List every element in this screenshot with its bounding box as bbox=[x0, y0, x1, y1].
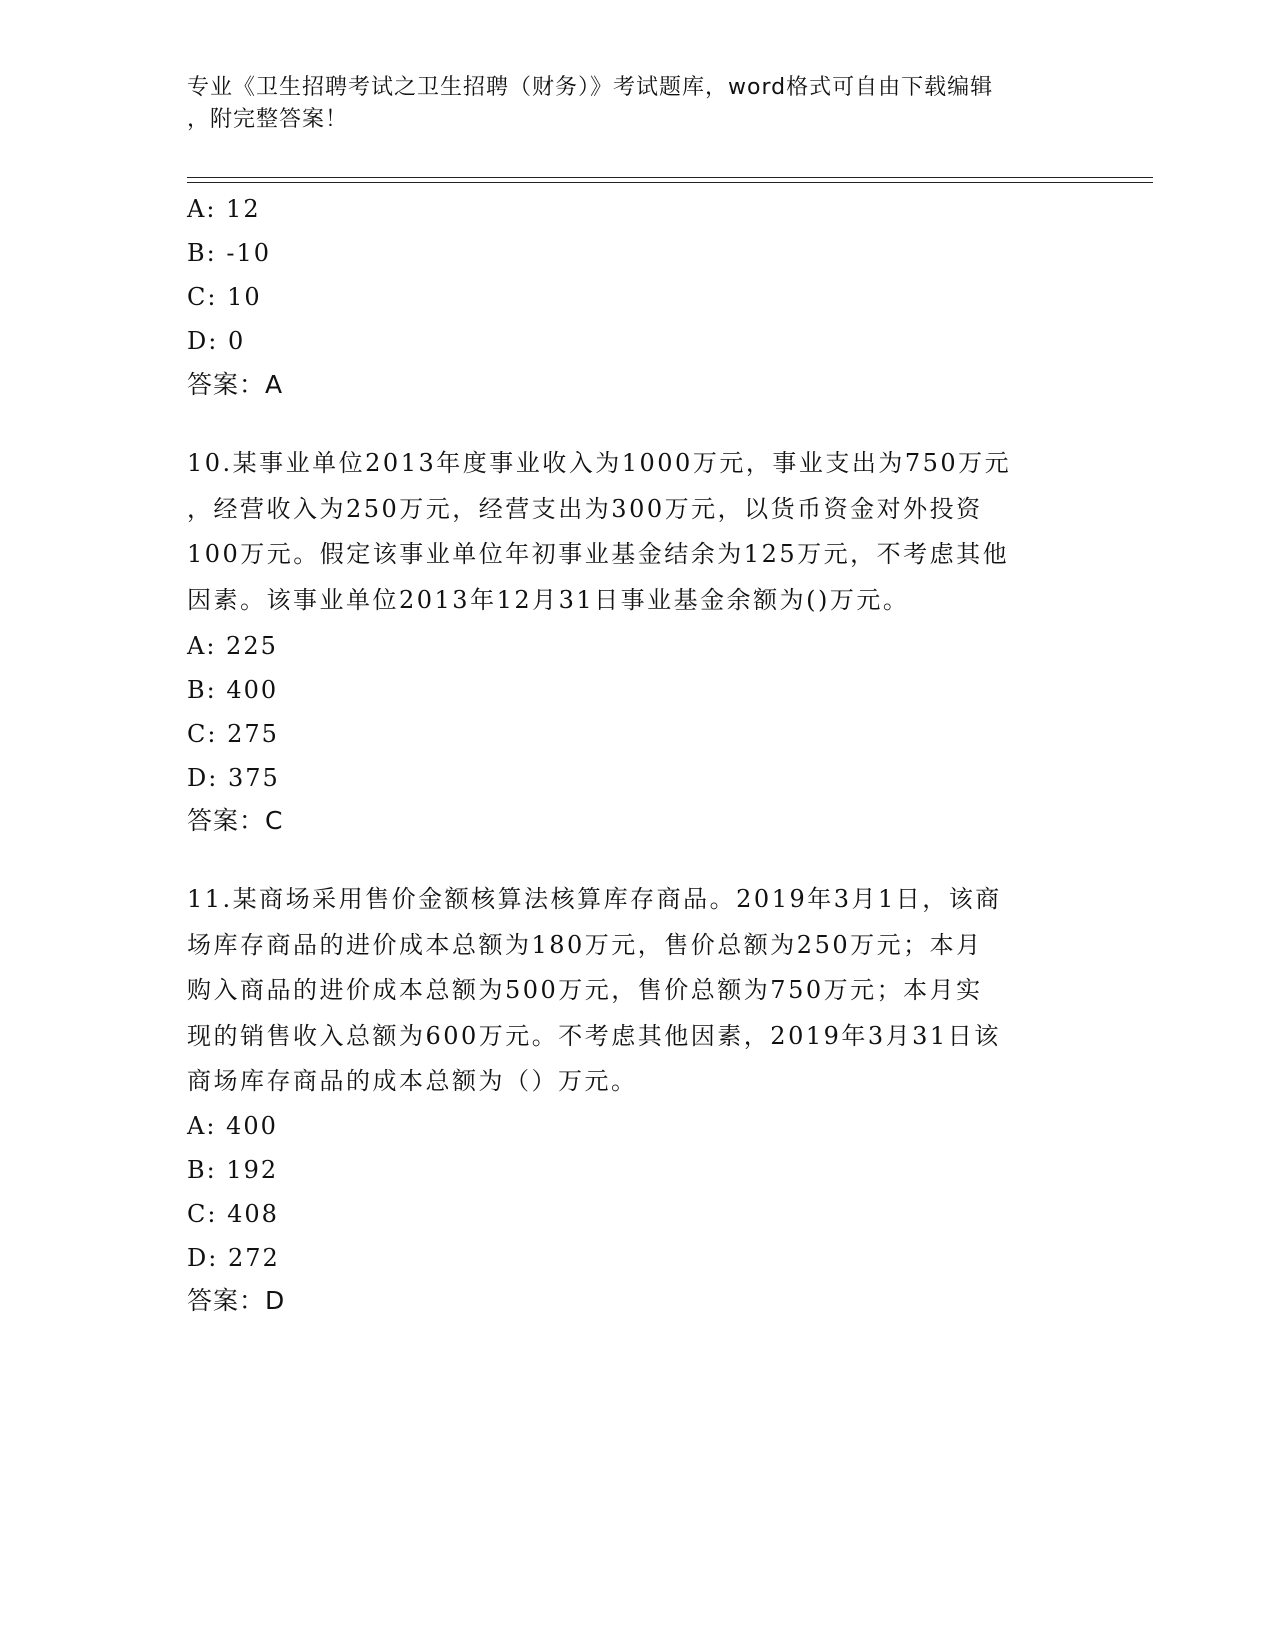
header-rule-bottom bbox=[187, 182, 1153, 183]
question-11-line-1: 11.某商场采用售价金额核算法核算库存商品。2019年3月1日，该商 bbox=[187, 885, 1002, 913]
question-10-line-3: 100万元。假定该事业单位年初事业基金结余为125万元，不考虑其他 bbox=[187, 540, 1010, 568]
question-11-line-5: 商场库存商品的成本总额为（）万元。 bbox=[187, 1067, 638, 1095]
question-11-line-2: 场库存商品的进价成本总额为180万元，售价总额为250万元；本月 bbox=[187, 930, 983, 959]
option-a: A: 225 bbox=[187, 632, 278, 660]
question-10-line-4: 因素。该事业单位2013年12月31日事业基金余额为()万元。 bbox=[187, 585, 910, 614]
question-11-text bbox=[187, 877, 1087, 1105]
answer-label: 答案：D bbox=[187, 1286, 286, 1315]
document-header: 专业《卫生招聘考试之卫生招聘（财务）》考试题库，word格式可自由下载编辑 ，附完整答案！ bbox=[187, 75, 994, 132]
option-c: C: 275 bbox=[187, 720, 279, 748]
answer-label: 答案：A bbox=[187, 370, 284, 399]
question-11-line-3: 购入商品的进价成本总额为500万元，售价总额为750万元；本月实 bbox=[187, 976, 983, 1004]
question-10-line-1: 10.某事业单位2013年度事业收入为1000万元，事业支出为750万元 bbox=[187, 449, 1012, 477]
option-d: D: 272 bbox=[187, 1244, 280, 1272]
question-11-line-4: 现的销售收入总额为600万元。不考虑其他因素，2019年3月31日该 bbox=[187, 1021, 1001, 1050]
option-a: A: 400 bbox=[187, 1112, 278, 1140]
option-c: C: 10 bbox=[187, 283, 262, 311]
option-c: C: 408 bbox=[187, 1200, 279, 1228]
option-d: D: 375 bbox=[187, 764, 280, 792]
option-a: A: 12 bbox=[187, 195, 261, 223]
answer-label: 答案：C bbox=[187, 806, 284, 835]
option-b: B: -10 bbox=[187, 239, 271, 267]
option-b: B: 192 bbox=[187, 1156, 279, 1184]
option-b: B: 400 bbox=[187, 676, 279, 704]
header-rule-top bbox=[187, 177, 1153, 178]
option-d: D: 0 bbox=[187, 327, 246, 355]
question-10-text bbox=[187, 441, 1087, 623]
question-10-line-2: ，经营收入为250万元，经营支出为300万元，以货币资金对外投资 bbox=[187, 494, 983, 523]
